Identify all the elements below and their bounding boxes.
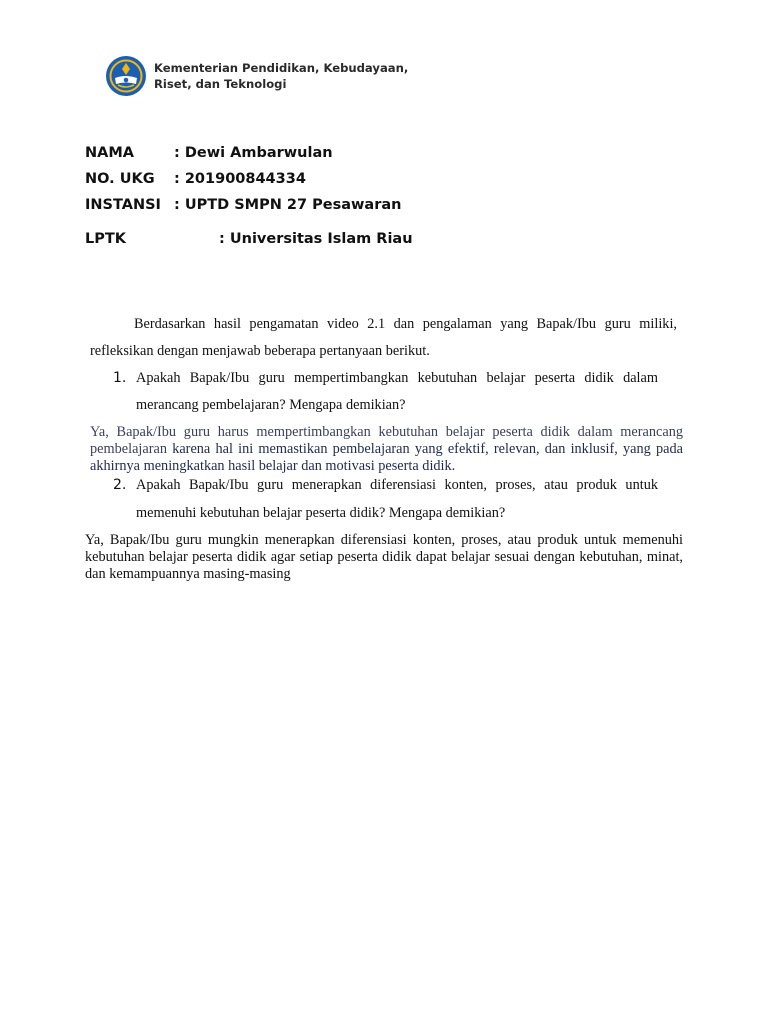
nama-value: : Dewi Ambarwulan xyxy=(174,145,333,161)
answer-1 xyxy=(90,424,683,476)
instansi-label: INSTANSI xyxy=(85,197,161,213)
answer-1-part1: Ya, Bapak/Ibu guru harus mempertimbangkan kebutuhan belajar peserta didik dalam merancang pembelajaran xyxy=(90,424,683,458)
question-1-line2: merancang pembelajaran? Mengapa demikian? xyxy=(136,397,406,413)
question-2-number: 2. xyxy=(113,477,127,493)
question-1-number: 1. xyxy=(113,370,127,386)
instansi-value: : UPTD SMPN 27 Pesawaran xyxy=(174,197,402,213)
org-name xyxy=(154,60,408,92)
question-2-line2: memenuhi kebutuhan belajar peserta didik? Mengapa demikian? xyxy=(136,505,506,521)
intro-line2: refleksikan dengan menjawab beberapa pertanyaan berikut. xyxy=(90,343,430,359)
nama-label: NAMA xyxy=(85,145,135,161)
header xyxy=(105,54,408,98)
ukg-value: : 201900844334 xyxy=(174,171,306,187)
ukg-label: NO. UKG xyxy=(85,171,155,187)
lptk-value: : Universitas Islam Riau xyxy=(219,231,413,247)
answer-1-part2: karena hal ini memastikan pembelajaran yang efektif, relevan, dan inklusif, yang pada akhirnya meningkatkan hasil belajar dan motivasi peserta didik. xyxy=(90,441,683,475)
org-name-line2: Riset, dan Teknologi xyxy=(154,77,287,91)
question-2-line1: Apakah Bapak/Ibu guru menerapkan diferensiasi konten, proses, atau produk untuk xyxy=(136,477,658,493)
org-name-line1: Kementerian Pendidikan, Kebudayaan, xyxy=(154,61,409,75)
tut-wuri-handayani-logo xyxy=(105,54,147,98)
intro-line1: Berdasarkan hasil pengamatan video 2.1 dan pengalaman yang Bapak/Ibu guru miliki, xyxy=(134,316,677,332)
lptk-label: LPTK xyxy=(85,231,126,247)
question-1-line1: Apakah Bapak/Ibu guru mempertimbangkan kebutuhan belajar peserta didik dalam xyxy=(136,370,658,386)
answer-2: Ya, Bapak/Ibu guru mungkin menerapkan diferensiasi konten, proses, atau produk untuk memenuhi kebutuhan belajar peserta didik agar setiap peserta didik dapat belajar sesuai dengan kebutuhan, minat, dan kemampuannya masing-masing xyxy=(85,532,683,583)
